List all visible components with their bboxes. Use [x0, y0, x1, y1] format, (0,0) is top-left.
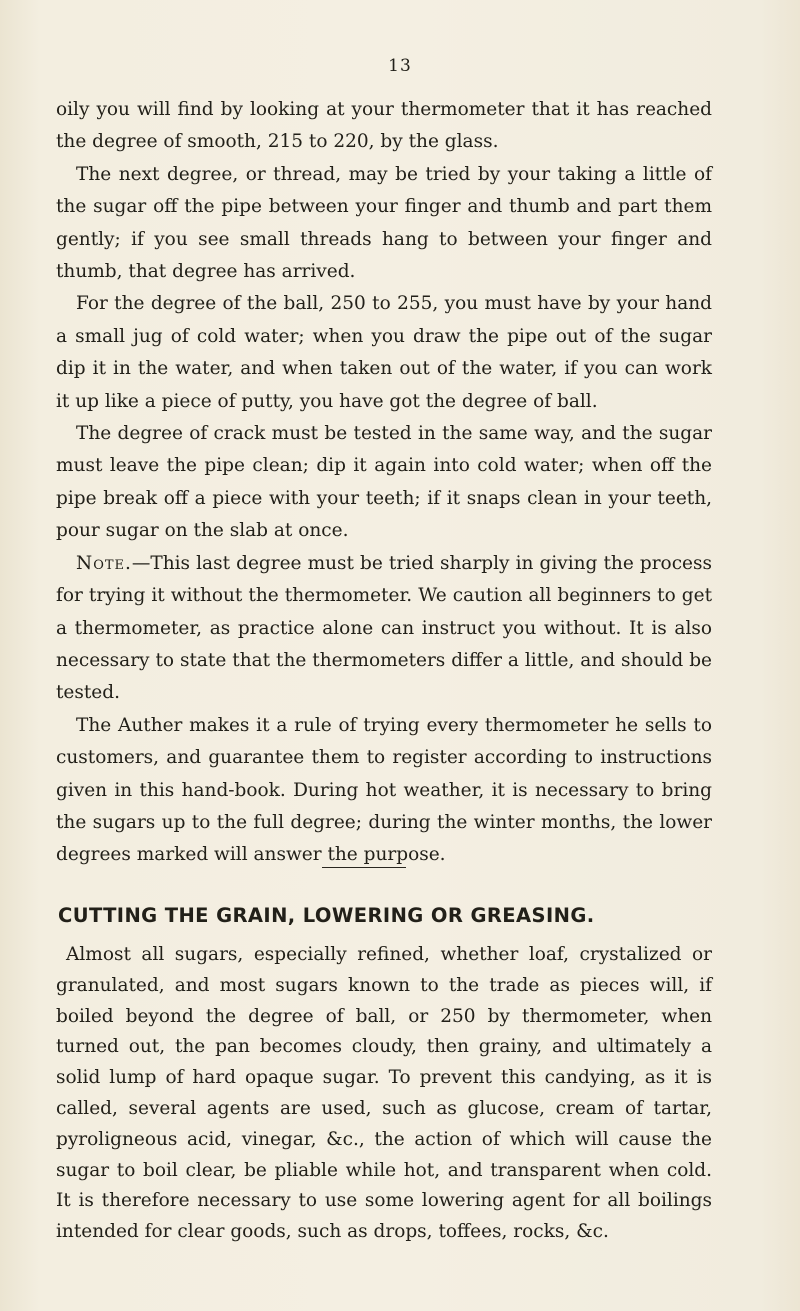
section-divider [322, 867, 406, 868]
paragraph-crack-degree: The degree of crack must be tested in the same way, and the sugar must leave the pipe clean; dip it again into cold water; when off the pipe break off a piece with your teeth; if it snaps clean in your teeth, pour sugar on the slab at once. [56, 423, 712, 542]
paragraph-ball-degree: For the degree of the ball, 250 to 255, you must have by your hand a small jug of cold water; when you draw the pipe out of the sugar dip it in the water, and when taken out of the water, if you can work it up like a piece of putty, you have got the degree of ball. [56, 293, 712, 412]
section-text [56, 940, 712, 1248]
section-paragraph: Almost all sugars, especially refined, whether loaf, crystalized or granulated, and most sugars known to the trade as pieces will, if boiled beyond the degree of ball, or 250 by thermometer, when turned out, the pan becomes cloudy, then grainy, and ultimately a solid lump of hard opaque sugar. To prevent this candying, as it is called, several agents are used, such as glucose, cream of tartar, pyroligneous acid, vinegar, &c., the action of which will cause the sugar to boil clear, be pliable while hot, and transparent when cold. It is therefore necessary to use some lowering agent for all boilings intended for clear goods, such as drops, toffees, rocks, &c. [56, 944, 712, 1243]
paragraph-author-rule: The Auther makes it a rule of trying every thermometer he sells to customers, and guarantee them to register according to instructions given in this hand-book. During hot weather, it is necessary to bring the sugars up to the full degree; during the winter months, the lower degrees marked will answer the purpose. [56, 714, 712, 866]
section-heading: CUTTING THE GRAIN, LOWERING OR GREASING. [58, 904, 595, 927]
paragraph-smooth-degree: oily you will find by looking at your thermometer that it has reached the degree of smooth, 215 to 220, by the glass. [56, 99, 712, 153]
note-label: Note. [76, 552, 132, 574]
paragraph-thread-degree: The next degree, or thread, may be tried by your taking a little of the sugar off the pipe between your finger and thumb and part them gently; if you see small threads hang to between your finger and thumb, that degree has arrived. [56, 163, 712, 283]
main-text [56, 94, 712, 872]
page-number: 13 [388, 56, 412, 76]
note-text: —This last degree must be tried sharply in giving the process for trying it without the thermometer. We caution all beginners to get a thermometer, as practice alone can instruct you without. It is also necessary to state that the thermometers differ a little, and should be tested. [56, 552, 712, 704]
note-paragraph [56, 548, 712, 710]
